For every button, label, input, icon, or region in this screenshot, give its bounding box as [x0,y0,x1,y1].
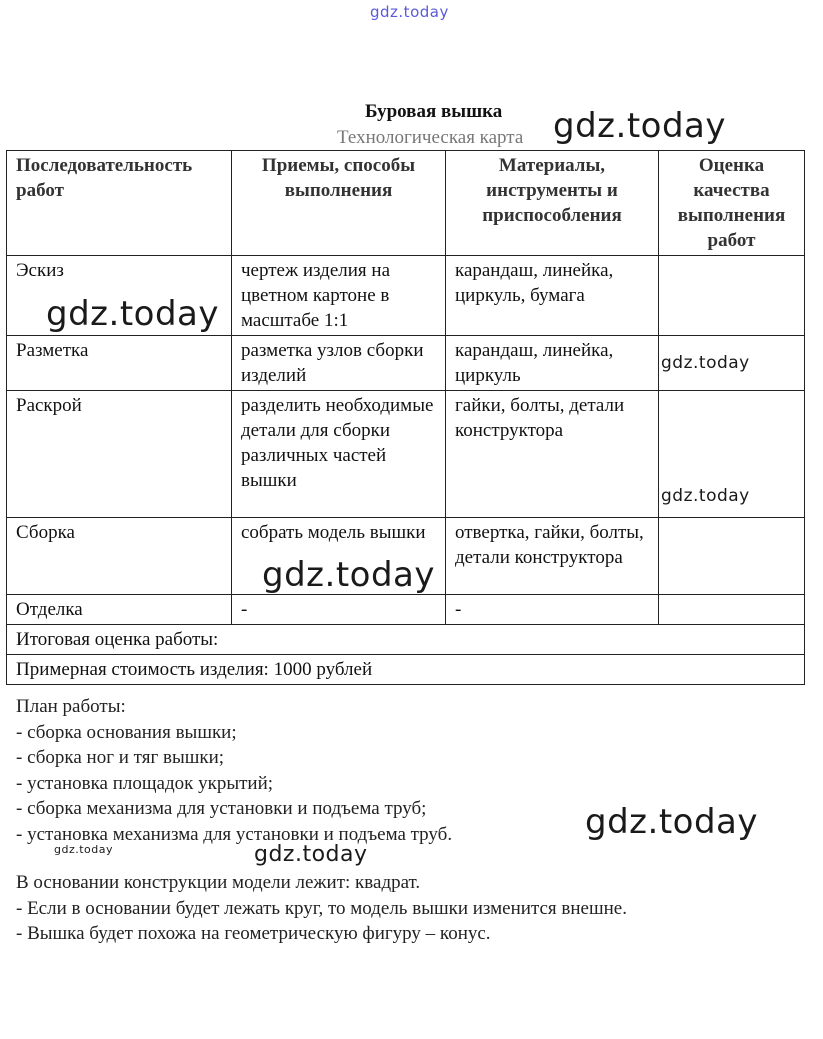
cost-row [7,655,805,685]
watermark: gdz.today [661,353,750,373]
watermark-top: gdz.today [370,3,449,21]
cell-grade [659,518,805,595]
conclusion-line: - Вышка будет похожа на геометрическую фигуру – конус. [16,923,491,944]
plan-item: - сборка основания вышки; [16,721,237,743]
plan-item: - сборка ног и тяг вышки; [16,747,225,768]
document-subtitle: Технологическая карта [337,127,524,148]
header-methods: Приемы, способы выполнения [232,151,446,256]
cost-label: Примерная стоимость изделия: 1000 рублей [7,655,805,685]
cell-step: Раскрой [7,391,232,518]
cell-method: собрать модель вышки [232,518,446,595]
cell-method: разметка узлов сборки изделий [232,336,446,391]
header-quality: Оценка качества выполнения работ [659,151,805,256]
cell-materials: гайки, болты, детали конструктора [446,391,659,518]
watermark: gdz.today [262,555,435,595]
watermark: gdz.today [54,843,114,856]
total-grade-label: Итоговая оценка работы: [7,625,805,655]
cell-grade [659,595,805,625]
conclusion [16,870,627,947]
watermark: gdz.today [661,486,750,506]
cell-materials: отвертка, гайки, болты, детали конструктора [446,518,659,595]
header-materials: Материалы, инструменты и приспособления [446,151,659,256]
watermark: gdz.today [46,294,219,334]
cell-method: разделить необходимые детали для сборки различных частей вышки [232,391,446,518]
cell-step: Эскиз [7,256,232,336]
cell-method: чертеж изделия на цветном картоне в масштабе 1:1 [232,256,446,336]
plan-item: - сборка механизма для установки и подъема труб; [16,798,427,819]
cell-grade [659,256,805,336]
cell-materials: - [446,595,659,625]
cell-materials: карандаш, линейка, циркуль [446,336,659,391]
conclusion-line: В основании конструкции модели лежит: квадрат. [16,872,421,893]
table-header-row [7,151,805,256]
plan-heading: План работы: [16,696,126,717]
watermark: gdz.today [553,106,726,146]
watermark: gdz.today [254,842,368,867]
technological-card-table [6,150,805,685]
plan-item: - установка площадок укрытий; [16,772,274,794]
header-sequence: Последовательность работ [7,151,232,256]
conclusion-line: - Если в основании будет лежать круг, то модель вышки изменится внешне. [16,897,627,919]
total-grade-row [7,625,805,655]
watermark: gdz.today [585,802,758,842]
table-row [7,595,805,625]
cell-step: Отделка [7,595,232,625]
cell-materials: карандаш, линейка, циркуль, бумага [446,256,659,336]
cell-method: - [232,595,446,625]
cell-step: Сборка [7,518,232,595]
cell-step: Разметка [7,336,232,391]
work-plan [16,694,452,847]
plan-item: - установка механизма для установки и подъема труб. [16,823,453,845]
document-title: Буровая вышка [365,101,503,122]
